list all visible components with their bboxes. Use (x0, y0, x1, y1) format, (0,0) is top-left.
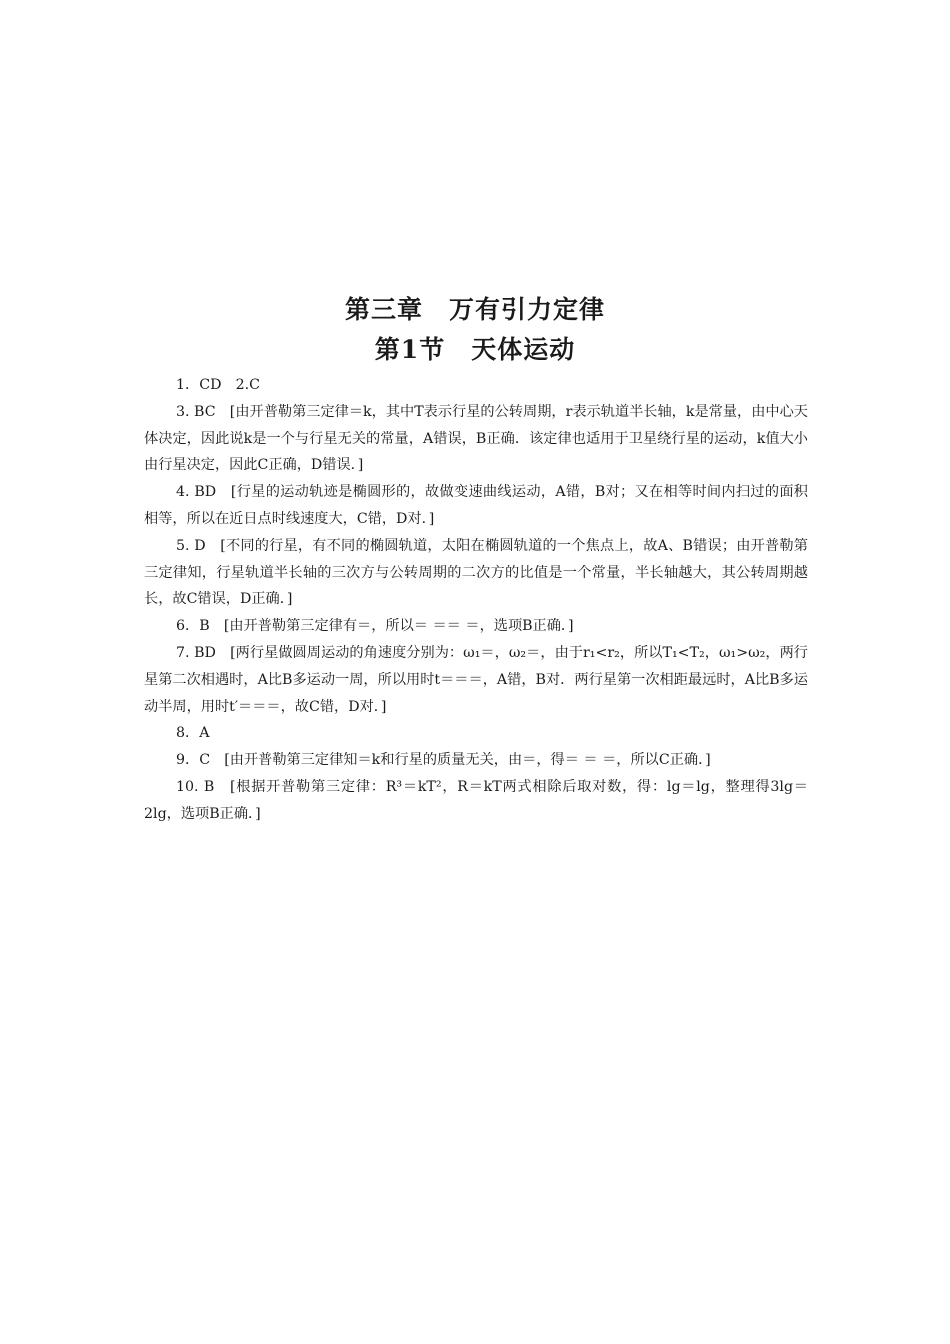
answer-item: 8．A (176, 725, 210, 742)
answer-item: 9．C [由开普勒第三定律知＝k和行星的质量无关，由＝，得＝ ＝ ＝，所以C正确．] (176, 752, 711, 769)
chapter-title: 第三章 万有引力定律 (344, 295, 605, 324)
section-title: 第1节 天体运动 (374, 335, 576, 364)
answer-item: 6．B [由开普勒第三定律有＝，所以＝ ＝＝ ＝，选项B正确．] (176, 618, 574, 635)
answer-list (144, 372, 808, 828)
answer-item: 5. D [不同的行星，有不同的椭圆轨道，太阳在椭圆轨道的一个焦点上，故A、B错误；由开普勒第三定律知，行星轨道半长轴的三次方与公转周期的二次方的比值是一个常量，半长轴越大，其公转周期越长，故C错误，D正确．] (144, 537, 808, 608)
answer-item: 4. BD [行星的运动轨迹是椭圆形的，故做变速曲线运动，A错，B对；又在相等时间内扫过的面积相等，所以在近日点时线速度大，C错，D对．] (144, 484, 808, 527)
answer-item: 10. B [根据开普勒第三定律：R³＝kT²，R＝kT两式相除后取对数，得：lg＝lg，整理得3lg＝2lg，选项B正确．] (144, 778, 808, 822)
answer-item: 7. BD [两行星做圆周运动的角速度分别为：ω₁＝，ω₂＝，由于r₁<r₂，所以T₁<T₂，ω₁>ω₂，两行星第二次相遇时，A比B多运动一周，所以用时t＝＝＝，A错，B对．两行星第一次相距最远时，A比B多运动半周，用时t′＝＝＝，故C错，D对．] (144, 644, 808, 715)
answer-item: 1．CD 2.C (176, 377, 261, 393)
answer-item: 3. BC [由开普勒第三定律＝k，其中T表示行星的公转周期，r表示轨道半长轴，k是常量，由中心天体决定，因此说k是一个与行星无关的常量，A错误，B正确．该定律也适用于卫星绕行星的运动，k值大小由行星决定，因此C正确，D错误．] (144, 403, 808, 474)
